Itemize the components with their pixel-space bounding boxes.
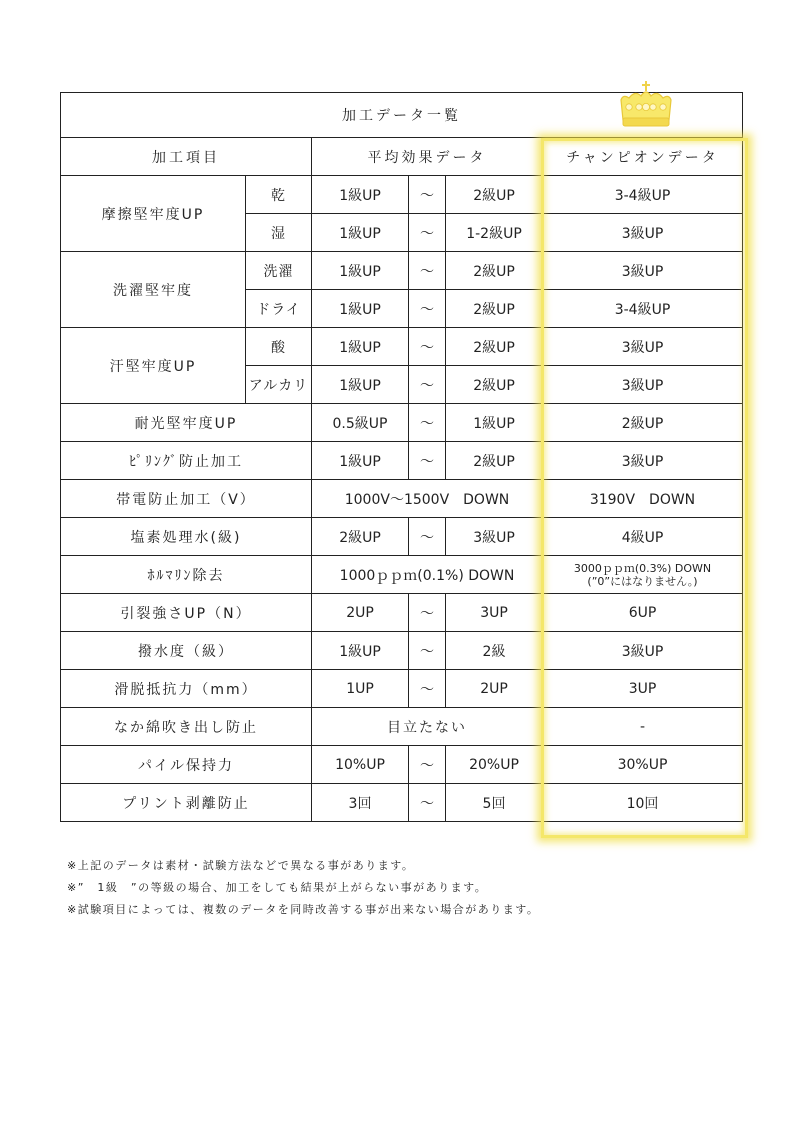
row-group-label: 汗堅牢度UP [61,328,246,404]
avg-min: 3回 [312,784,409,822]
table-row [61,708,743,746]
row-label: 塩素処理水(級) [61,518,312,556]
table-row [61,746,743,784]
avg-max: 2級UP [446,442,543,480]
avg-min: 1級UP [312,328,409,366]
row-sub-label: ドライ [246,290,312,328]
avg-min: 1級UP [312,176,409,214]
range-tilde: 〜 [409,214,446,252]
range-tilde: 〜 [409,404,446,442]
row-label: ﾋﾟﾘﾝｸﾞ防止加工 [61,442,312,480]
range-tilde: 〜 [409,252,446,290]
data-sheet [60,92,742,822]
table-row [61,670,743,708]
avg-max: 2級UP [446,252,543,290]
avg-value: 1000V〜1500V DOWN [312,480,543,518]
header-item: 加工項目 [61,138,312,176]
crown-icon [615,80,677,132]
champion-value: 3級UP [543,442,743,480]
champion-value: 4級UP [543,518,743,556]
avg-max: 2級UP [446,176,543,214]
range-tilde: 〜 [409,746,446,784]
champion-value: 3-4級UP [543,290,743,328]
header-average: 平均効果データ [312,138,543,176]
range-tilde: 〜 [409,594,446,632]
processing-data-table [60,92,743,822]
avg-min: 1級UP [312,632,409,670]
champion-value [543,556,743,594]
avg-min: 1級UP [312,252,409,290]
table-row [61,328,743,366]
avg-min: 1級UP [312,290,409,328]
avg-max: 2級UP [446,290,543,328]
avg-max: 2級 [446,632,543,670]
range-tilde: 〜 [409,328,446,366]
range-tilde: 〜 [409,366,446,404]
champion-value-line2: (”0”にはなりません。) [587,574,698,588]
champion-value: 10回 [543,784,743,822]
avg-max: 3級UP [446,518,543,556]
header-champion: チャンピオンデータ [543,138,743,176]
avg-max: 20%UP [446,746,543,784]
row-sub-label: 酸 [246,328,312,366]
avg-max: 1級UP [446,404,543,442]
avg-min: 1級UP [312,366,409,404]
row-label: プリント剥離防止 [61,784,312,822]
table-row [61,784,743,822]
row-group-label: 洗濯堅牢度 [61,252,246,328]
footnote: ※” 1級 ”の等級の場合、加工をしても結果が上がらない事があります。 [67,881,488,894]
avg-min: 1UP [312,670,409,708]
champion-value: 3190V DOWN [543,480,743,518]
row-label: 撥水度（級） [61,632,312,670]
table-row [61,632,743,670]
avg-max: 1-2級UP [446,214,543,252]
table-row [61,404,743,442]
avg-min: 1級UP [312,442,409,480]
champion-value: 3-4級UP [543,176,743,214]
champion-value: 3級UP [543,252,743,290]
champion-value: 3UP [543,670,743,708]
table-row [61,518,743,556]
table-row [61,442,743,480]
footnotes [67,855,539,921]
row-sub-label: アルカリ [246,366,312,404]
table-title: 加工データ一覧 [61,93,743,138]
table-row [61,480,743,518]
table-row [61,252,743,290]
champion-value: 3級UP [543,214,743,252]
champion-value: 3級UP [543,366,743,404]
avg-value: 目立たない [312,708,543,746]
avg-min: 0.5級UP [312,404,409,442]
avg-min: 2級UP [312,518,409,556]
table-row [61,594,743,632]
avg-max: 2級UP [446,366,543,404]
champion-value: 30%UP [543,746,743,784]
row-label: パイル保持力 [61,746,312,784]
range-tilde: 〜 [409,632,446,670]
avg-max: 3UP [446,594,543,632]
range-tilde: 〜 [409,290,446,328]
champion-value: 3級UP [543,632,743,670]
champion-value: - [543,708,743,746]
row-sub-label: 湿 [246,214,312,252]
footnote: ※上記のデータは素材・試験方法などで異なる事があります。 [67,859,415,872]
range-tilde: 〜 [409,518,446,556]
avg-max: 5回 [446,784,543,822]
footnote: ※試験項目によっては、複数のデータを同時改善する事が出来ない場合があります。 [67,903,540,916]
avg-max: 2UP [446,670,543,708]
avg-value: 1000ｐｐｍ(0.1%) DOWN [312,556,543,594]
row-sub-label: 乾 [246,176,312,214]
row-label: 滑脱抵抗力（mm） [61,670,312,708]
row-label: 引裂強さUP（N） [61,594,312,632]
avg-min: 1級UP [312,214,409,252]
champion-value: 2級UP [543,404,743,442]
range-tilde: 〜 [409,784,446,822]
row-label: 帯電防止加工（V） [61,480,312,518]
champion-value: 3級UP [543,328,743,366]
avg-min: 2UP [312,594,409,632]
range-tilde: 〜 [409,442,446,480]
table-row [61,556,743,594]
avg-min: 10%UP [312,746,409,784]
champion-value: 6UP [543,594,743,632]
range-tilde: 〜 [409,670,446,708]
champion-value-line1: 3000ｐｐｍ(0.3%) DOWN [573,561,712,575]
row-sub-label: 洗濯 [246,252,312,290]
table-row [61,176,743,214]
row-group-label: 摩擦堅牢度UP [61,176,246,252]
avg-max: 2級UP [446,328,543,366]
range-tilde: 〜 [409,176,446,214]
row-label: ﾎﾙﾏﾘﾝ除去 [61,556,312,594]
row-label: なか綿吹き出し防止 [61,708,312,746]
row-label: 耐光堅牢度UP [61,404,312,442]
